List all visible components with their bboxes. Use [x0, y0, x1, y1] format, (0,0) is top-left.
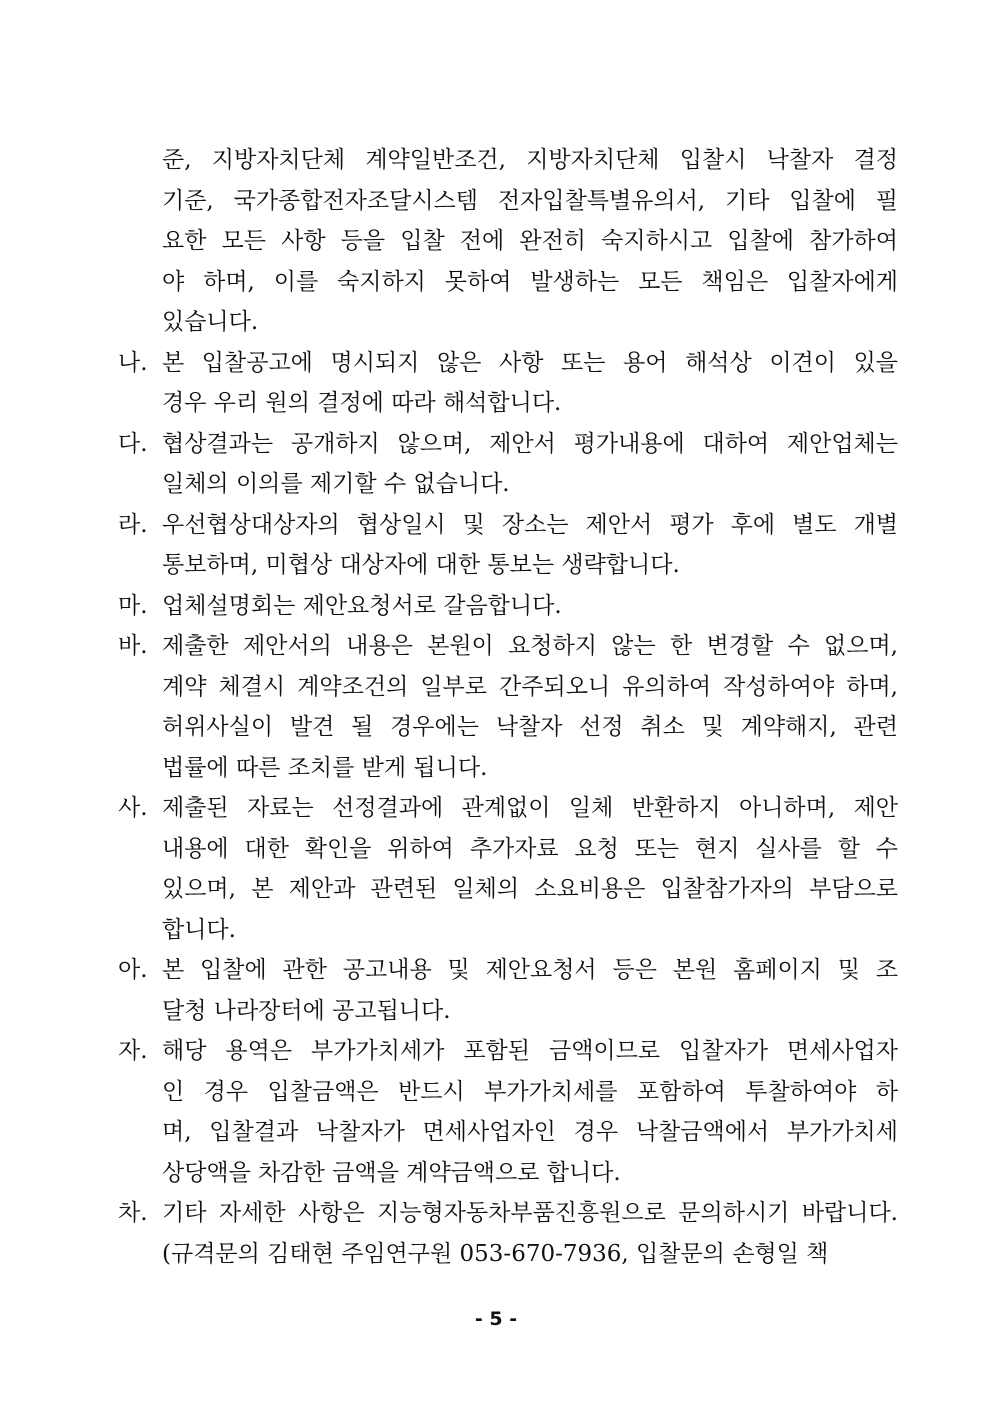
list-item-text	[162, 586, 898, 627]
list-item-text	[162, 626, 898, 788]
list-item-text	[162, 1031, 898, 1193]
text-line: 경우 우리 원의 결정에 따라 해석합니다.	[162, 390, 562, 416]
text-line: (규격문의 김태현 주임연구원 053-670-7936, 입찰문의 손형일 책	[162, 1240, 829, 1267]
text-line: 며, 입찰결과 낙찰자가 면세사업자인 경우 낙찰금액에서 부가가치세	[162, 1119, 898, 1145]
text-line: 기준, 국가종합전자조달시스템 전자입찰특별유의서, 기타 입찰에 필	[162, 187, 898, 214]
text-line: 허위사실이 발견 될 경우에는 낙찰자 선정 취소 및 계약해지, 관련	[162, 714, 898, 740]
list-items	[118, 343, 898, 1275]
document-body	[118, 140, 898, 1274]
list-item	[118, 626, 898, 788]
list-item	[118, 505, 898, 586]
text-line: 내용에 대한 확인을 위하여 추가자료 요청 또는 현지 실사를 할 수	[162, 835, 898, 862]
text-line: 협상결과는 공개하지 않으며, 제안서 평가내용에 대하여 제안업체는	[162, 430, 898, 457]
text-line: 기타 자세한 사항은 지능형자동차부품진흥원으로 문의하시기 바랍니다.	[162, 1200, 898, 1226]
text-line: 우선협상대상자의 협상일시 및 장소는 제안서 평가 후에 별도 개별	[162, 511, 898, 538]
intro-lines	[162, 140, 898, 343]
list-item-text	[162, 424, 898, 505]
list-item-marker: 다.	[118, 430, 148, 457]
list-item-marker: 차.	[118, 1200, 148, 1226]
text-line: 있습니다.	[162, 309, 259, 335]
text-line: 준, 지방자치단체 계약일반조건, 지방자치단체 입찰시 낙찰자 결정	[162, 147, 898, 173]
list-item-text	[162, 788, 898, 950]
text-line: 상당액을 차감한 금액을 계약금액으로 합니다.	[162, 1159, 621, 1186]
text-line: 통보하며, 미협상 대상자에 대한 통보는 생략합니다.	[162, 552, 680, 578]
list-item	[118, 343, 898, 424]
list-item-text	[162, 950, 898, 1031]
text-line: 법률에 따른 조치를 받게 됩니다.	[162, 754, 488, 781]
list-item	[118, 950, 898, 1031]
text-line: 해당 용역은 부가가치세가 포함된 금액이므로 입찰자가 면세사업자	[162, 1038, 898, 1064]
list-item	[118, 424, 898, 505]
text-line: 합니다.	[162, 916, 236, 943]
list-item-marker: 마.	[118, 592, 148, 619]
list-item-marker: 아.	[118, 957, 148, 983]
text-line: 업체설명회는 제안요청서로 갈음합니다.	[162, 592, 562, 619]
list-item-text	[162, 505, 898, 586]
list-item	[118, 1031, 898, 1193]
text-line: 일체의 이의를 제기할 수 없습니다.	[162, 471, 510, 497]
text-line: 있으며, 본 제안과 관련된 일체의 소요비용은 입찰참가자의 부담으로	[162, 876, 898, 902]
list-item-marker: 바.	[118, 633, 148, 659]
text-line: 제출된 자료는 선정결과에 관계없이 일체 반환하지 아니하며, 제안	[162, 795, 898, 821]
list-item-marker: 나.	[118, 349, 148, 376]
list-item-marker: 라.	[118, 511, 148, 538]
text-line: 계약 체결시 계약조건의 일부로 간주되오니 유의하여 작성하여야 하며,	[162, 673, 898, 700]
list-item-text	[162, 343, 898, 424]
text-line: 달청 나라장터에 공고됩니다.	[162, 997, 451, 1024]
list-item	[118, 788, 898, 950]
list-item-marker: 자.	[118, 1038, 148, 1064]
text-line: 제출한 제안서의 내용은 본원이 요청하지 않는 한 변경할 수 없으며,	[162, 633, 898, 659]
page-number: - 5 -	[474, 1308, 518, 1330]
text-line: 인 경우 입찰금액은 반드시 부가가치세를 포함하여 투찰하여야 하	[162, 1078, 898, 1105]
list-item	[118, 1193, 898, 1274]
text-line: 야 하며, 이를 숙지하지 못하여 발생하는 모든 책임은 입찰자에게	[162, 268, 898, 295]
list-item-text	[162, 1193, 898, 1274]
list-item-marker: 사.	[118, 795, 148, 821]
text-line: 본 입찰에 관한 공고내용 및 제안요청서 등은 본원 홈페이지 및 조	[162, 957, 898, 983]
list-item	[118, 586, 898, 627]
text-line: 본 입찰공고에 명시되지 않은 사항 또는 용어 해석상 이견이 있을	[162, 349, 898, 376]
intro-continuation	[118, 140, 898, 343]
text-line: 요한 모든 사항 등을 입찰 전에 완전히 숙지하시고 입찰에 참가하여	[162, 228, 898, 254]
